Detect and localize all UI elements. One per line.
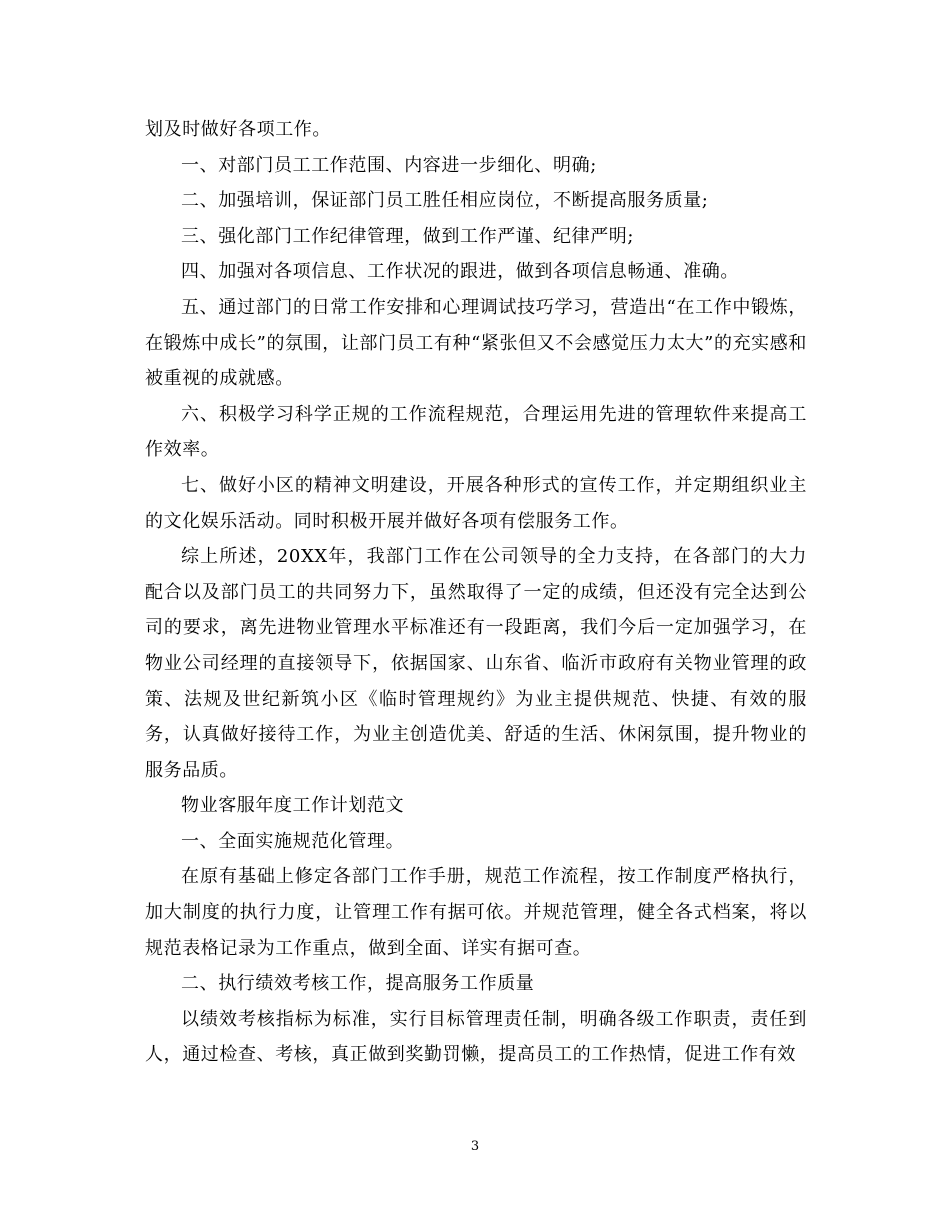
paragraph-item-1: 一、对部门员工工作范围、内容进一步细化、明确; [181,154,597,176]
paragraph-body-2: 以绩效考核指标为标准，实行目标管理责任制，明确各级工作职责，责任到人，通过检查、考核，真正做到奖勤罚懒，提高员工的工作热情，促进工作有效 [145,1008,807,1066]
paragraph-body-1: 在原有基础上修定各部门工作手册，规范工作流程，按工作制度严格执行，加大制度的执行力度，让管理工作有据可依。并规范管理，健全各式档案，将以规范表格记录为工作重点，做到全面、详实有据可查。 [145,866,807,959]
document-body [145,112,807,1073]
paragraph-item-5: 五、通过部门的日常工作安排和心理调试技巧学习，营造出“在工作中锻炼，在锻炼中成长”的氛围，让部门员工有种“紧张但又不会感觉压力太大”的充实感和被重视的成就感。 [145,296,807,390]
section-heading: 物业客服年度工作计划范文 [181,795,405,817]
subheading-2: 二、执行绩效考核工作，提高服务工作质量 [181,973,535,995]
paragraph-item-7: 七、做好小区的精神文明建设，开展各种形式的宣传工作，并定期组织业主的文化娱乐活动。同时积极开展并做好各项有偿服务工作。 [145,474,807,532]
page-number: 3 [470,1139,480,1154]
subheading-1: 一、全面实施规范化管理。 [181,830,405,852]
paragraph-item-4: 四、加强对各项信息、工作状况的跟进，做到各项信息畅通、准确。 [181,261,739,283]
paragraph-item-2: 二、加强培训，保证部门员工胜任相应岗位，不断提高服务质量; [181,190,709,212]
paragraph-item-3: 三、强化部门工作纪律管理，做到工作严谨、纪律严明; [181,225,635,247]
paragraph-continuation: 划及时做好各项工作。 [145,119,331,140]
paragraph-item-6: 六、积极学习科学正规的工作流程规范，合理运用先进的管理软件来提高工作效率。 [145,403,807,461]
paragraph-summary: 综上所述，20XX年，我部门工作在公司领导的全力支持，在各部门的大力配合以及部门员工的共同努力下，虽然取得了一定的成绩，但还没有完全达到公司的要求，离先进物业管理水平标准还有一段距离，我们今后一定加强学习，在物业公司经理的直接领导下，依据国家、山东省、临沂市政府有关物业管理的政策、法规及世纪新筑小区《临时管理规约》为业主提供规范、快捷、有效的服务，认真做好接待工作，为业主创造优美、舒适的生活、休闲氛围，提升物业的服务品质。 [145,546,807,781]
